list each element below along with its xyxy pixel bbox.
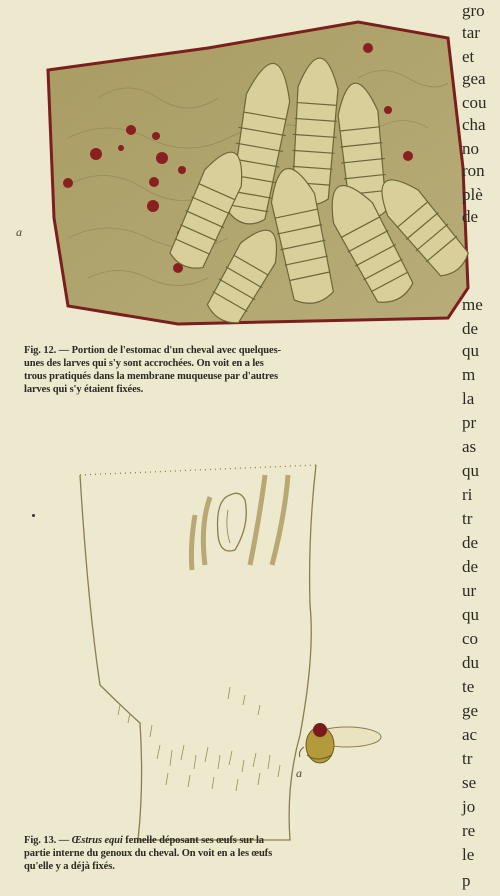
- caption-line: Fig. 12. — Portion de l'estomac d'un cheval avec quelques-: [24, 345, 281, 356]
- text-fragment: p: [462, 871, 471, 890]
- figure13-label-a: a: [296, 766, 302, 780]
- text-fragment: plè: [462, 185, 483, 204]
- text-fragment: qu: [462, 341, 479, 360]
- text-fragment: se: [462, 773, 477, 792]
- text-fragment: tr: [462, 509, 473, 528]
- caption-line: [24, 834, 454, 847]
- text-fragment: as: [462, 437, 477, 456]
- text-fragment: ur: [462, 581, 477, 600]
- text-fragment: qu: [462, 605, 479, 624]
- figure12-caption: [24, 344, 454, 396]
- caption-line: unes des larves qui s'y sont accrochées. On voit en a les: [24, 358, 264, 369]
- stomach-illustration: [28, 18, 470, 330]
- text-fragment: de: [462, 557, 479, 576]
- text-fragment: et: [462, 47, 475, 66]
- caption-line: trous pratiqués dans la membrane muqueuse par d'autres: [24, 371, 278, 382]
- caption-line: qu'elle y a déjà fixés.: [24, 861, 115, 872]
- speck: [32, 514, 35, 517]
- text-fragment: jo: [462, 797, 476, 816]
- text-fragment: la: [462, 389, 475, 408]
- text-fragment: co: [462, 629, 479, 648]
- text-fragment: cou: [462, 93, 487, 112]
- text-fragment: ron: [462, 161, 485, 180]
- text-fragment: tr: [462, 749, 473, 768]
- chestnut: [218, 493, 247, 551]
- caption-line: larves qui s'y étaient fixées.: [24, 384, 144, 395]
- text-fragment: de: [462, 207, 479, 226]
- horse-knee-illustration: [60, 455, 390, 845]
- caption-rest: femelle déposant ses œufs sur la: [122, 835, 264, 846]
- figure12-label-a: a: [16, 225, 22, 239]
- text-fragment: gea: [462, 69, 486, 88]
- text-fragment: ge: [462, 701, 479, 720]
- text-fragment: ac: [462, 725, 478, 744]
- text-fragment: de: [462, 319, 479, 338]
- text-fragment: re: [462, 821, 476, 840]
- body-text-fragments: [462, 0, 500, 896]
- oestrus-fly: [300, 723, 382, 763]
- figure13-caption: [24, 834, 454, 873]
- caption-line: partie interne du genoux du cheval. On voit en a les œufs: [24, 848, 273, 859]
- text-fragment: me: [462, 295, 483, 314]
- text-fragment: cha: [462, 115, 486, 134]
- caption-species: Œstrus equi: [71, 835, 123, 846]
- caption-prefix: Fig. 13. —: [24, 835, 72, 846]
- text-fragment: tar: [462, 23, 480, 42]
- text-fragment: te: [462, 677, 475, 696]
- text-fragment: ri: [462, 485, 473, 504]
- text-fragment: du: [462, 653, 479, 672]
- text-fragment: de: [462, 533, 479, 552]
- text-fragment: le: [462, 845, 475, 864]
- text-fragment: pr: [462, 413, 477, 432]
- text-fragment: no: [462, 139, 479, 158]
- text-fragment: gro: [462, 1, 485, 20]
- text-fragment: m: [462, 365, 476, 384]
- text-fragment: qu: [462, 461, 479, 480]
